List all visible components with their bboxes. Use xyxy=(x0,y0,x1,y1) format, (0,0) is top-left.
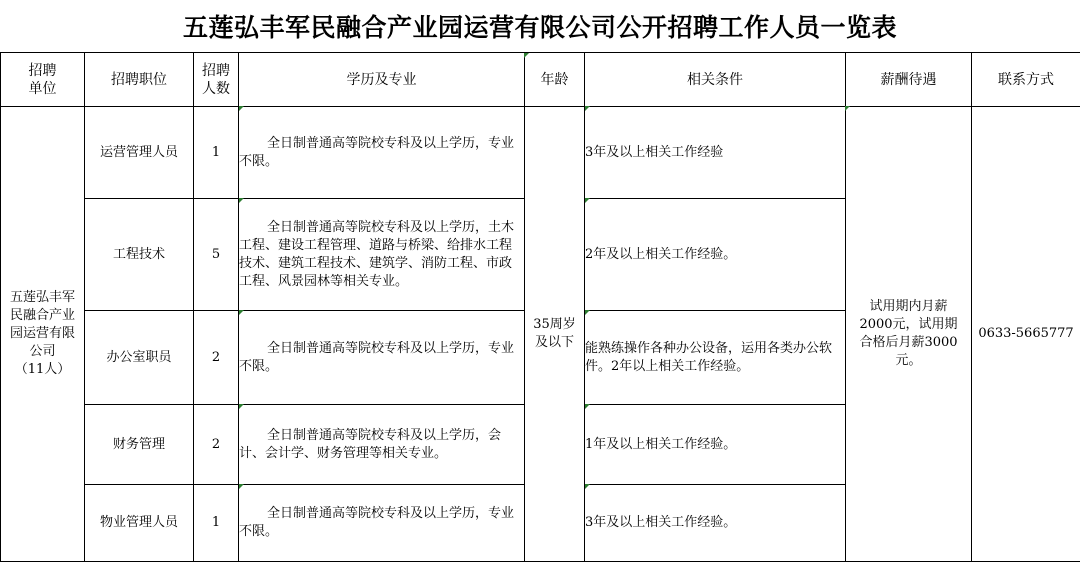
position-cell: 工程技术 xyxy=(85,199,194,311)
cell-marker xyxy=(239,198,244,203)
age-cell: 35周岁 及以下 xyxy=(525,107,585,562)
position-cell: 物业管理人员 xyxy=(85,485,194,562)
table-row xyxy=(1,107,1080,199)
education-text: 全日制普通高等院校专科及以上学历，专业不限。 xyxy=(239,341,514,374)
cell-marker xyxy=(585,484,590,489)
education-cell xyxy=(239,485,525,562)
header-education: 学历及专业 xyxy=(239,53,525,107)
count-cell: 5 xyxy=(194,199,239,311)
cell-marker xyxy=(585,310,590,315)
count-cell: 2 xyxy=(194,405,239,485)
cell-marker xyxy=(239,310,244,315)
education-text: 全日制普通高等院校专科及以上学历，专业不限。 xyxy=(239,136,514,169)
conditions-cell: 2年及以上相关工作经验。 xyxy=(585,199,846,311)
education-text: 全日制普通高等院校专科及以上学历，专业不限。 xyxy=(239,506,514,539)
header-count: 招聘 人数 xyxy=(194,53,239,107)
position-cell: 运营管理人员 xyxy=(85,107,194,199)
conditions-cell: 能熟练操作各种办公设备，运用各类办公软件。2年以上相关工作经验。 xyxy=(585,311,846,405)
conditions-cell: 3年及以上相关工作经验。 xyxy=(585,485,846,562)
header-salary: 薪酬待遇 xyxy=(846,53,972,107)
education-cell xyxy=(239,405,525,485)
cell-marker xyxy=(524,53,529,58)
page-title: 五莲弘丰军民融合产业园运营有限公司公开招聘工作人员一览表 xyxy=(0,0,1080,52)
education-text: 全日制普通高等院校专科及以上学历，土木工程、建设工程管理、道路与桥梁、给排水工程技术、建筑工程技术、建筑学、消防工程、市政工程、风景园林等相关专业。 xyxy=(239,220,514,289)
count-cell: 1 xyxy=(194,485,239,562)
position-cell: 财务管理 xyxy=(85,405,194,485)
cell-marker xyxy=(239,484,244,489)
cell-marker xyxy=(585,198,590,203)
recruitment-table xyxy=(0,52,1080,562)
header-position: 招聘职位 xyxy=(85,53,194,107)
conditions-cell: 3年及以上相关工作经验 xyxy=(585,107,846,199)
header-age: 年龄 xyxy=(525,53,585,107)
conditions-cell: 1年及以上相关工作经验。 xyxy=(585,405,846,485)
cell-marker xyxy=(239,404,244,409)
salary-cell: 试用期内月薪 2000元，试用期 合格后月薪3000 元。 xyxy=(846,107,972,562)
education-cell xyxy=(239,199,525,311)
header-contact: 联系方式 xyxy=(972,53,1080,107)
cell-marker xyxy=(585,404,590,409)
header-unit: 招聘 单位 xyxy=(1,53,85,107)
contact-cell: 0633-5665777 xyxy=(972,107,1080,562)
header-conditions: 相关条件 xyxy=(585,53,846,107)
count-cell: 2 xyxy=(194,311,239,405)
unit-cell: 五莲弘丰军 民融合产业 园运营有限 公司 （11人） xyxy=(1,107,85,562)
education-text: 全日制普通高等院校专科及以上学历，会计、会计学、财务管理等相关专业。 xyxy=(239,428,501,461)
cell-marker xyxy=(239,106,244,111)
cell-marker xyxy=(845,106,850,111)
cell-marker xyxy=(585,106,590,111)
education-cell xyxy=(239,107,525,199)
count-cell: 1 xyxy=(194,107,239,199)
position-cell: 办公室职员 xyxy=(85,311,194,405)
education-cell xyxy=(239,311,525,405)
header-row xyxy=(1,53,1080,107)
